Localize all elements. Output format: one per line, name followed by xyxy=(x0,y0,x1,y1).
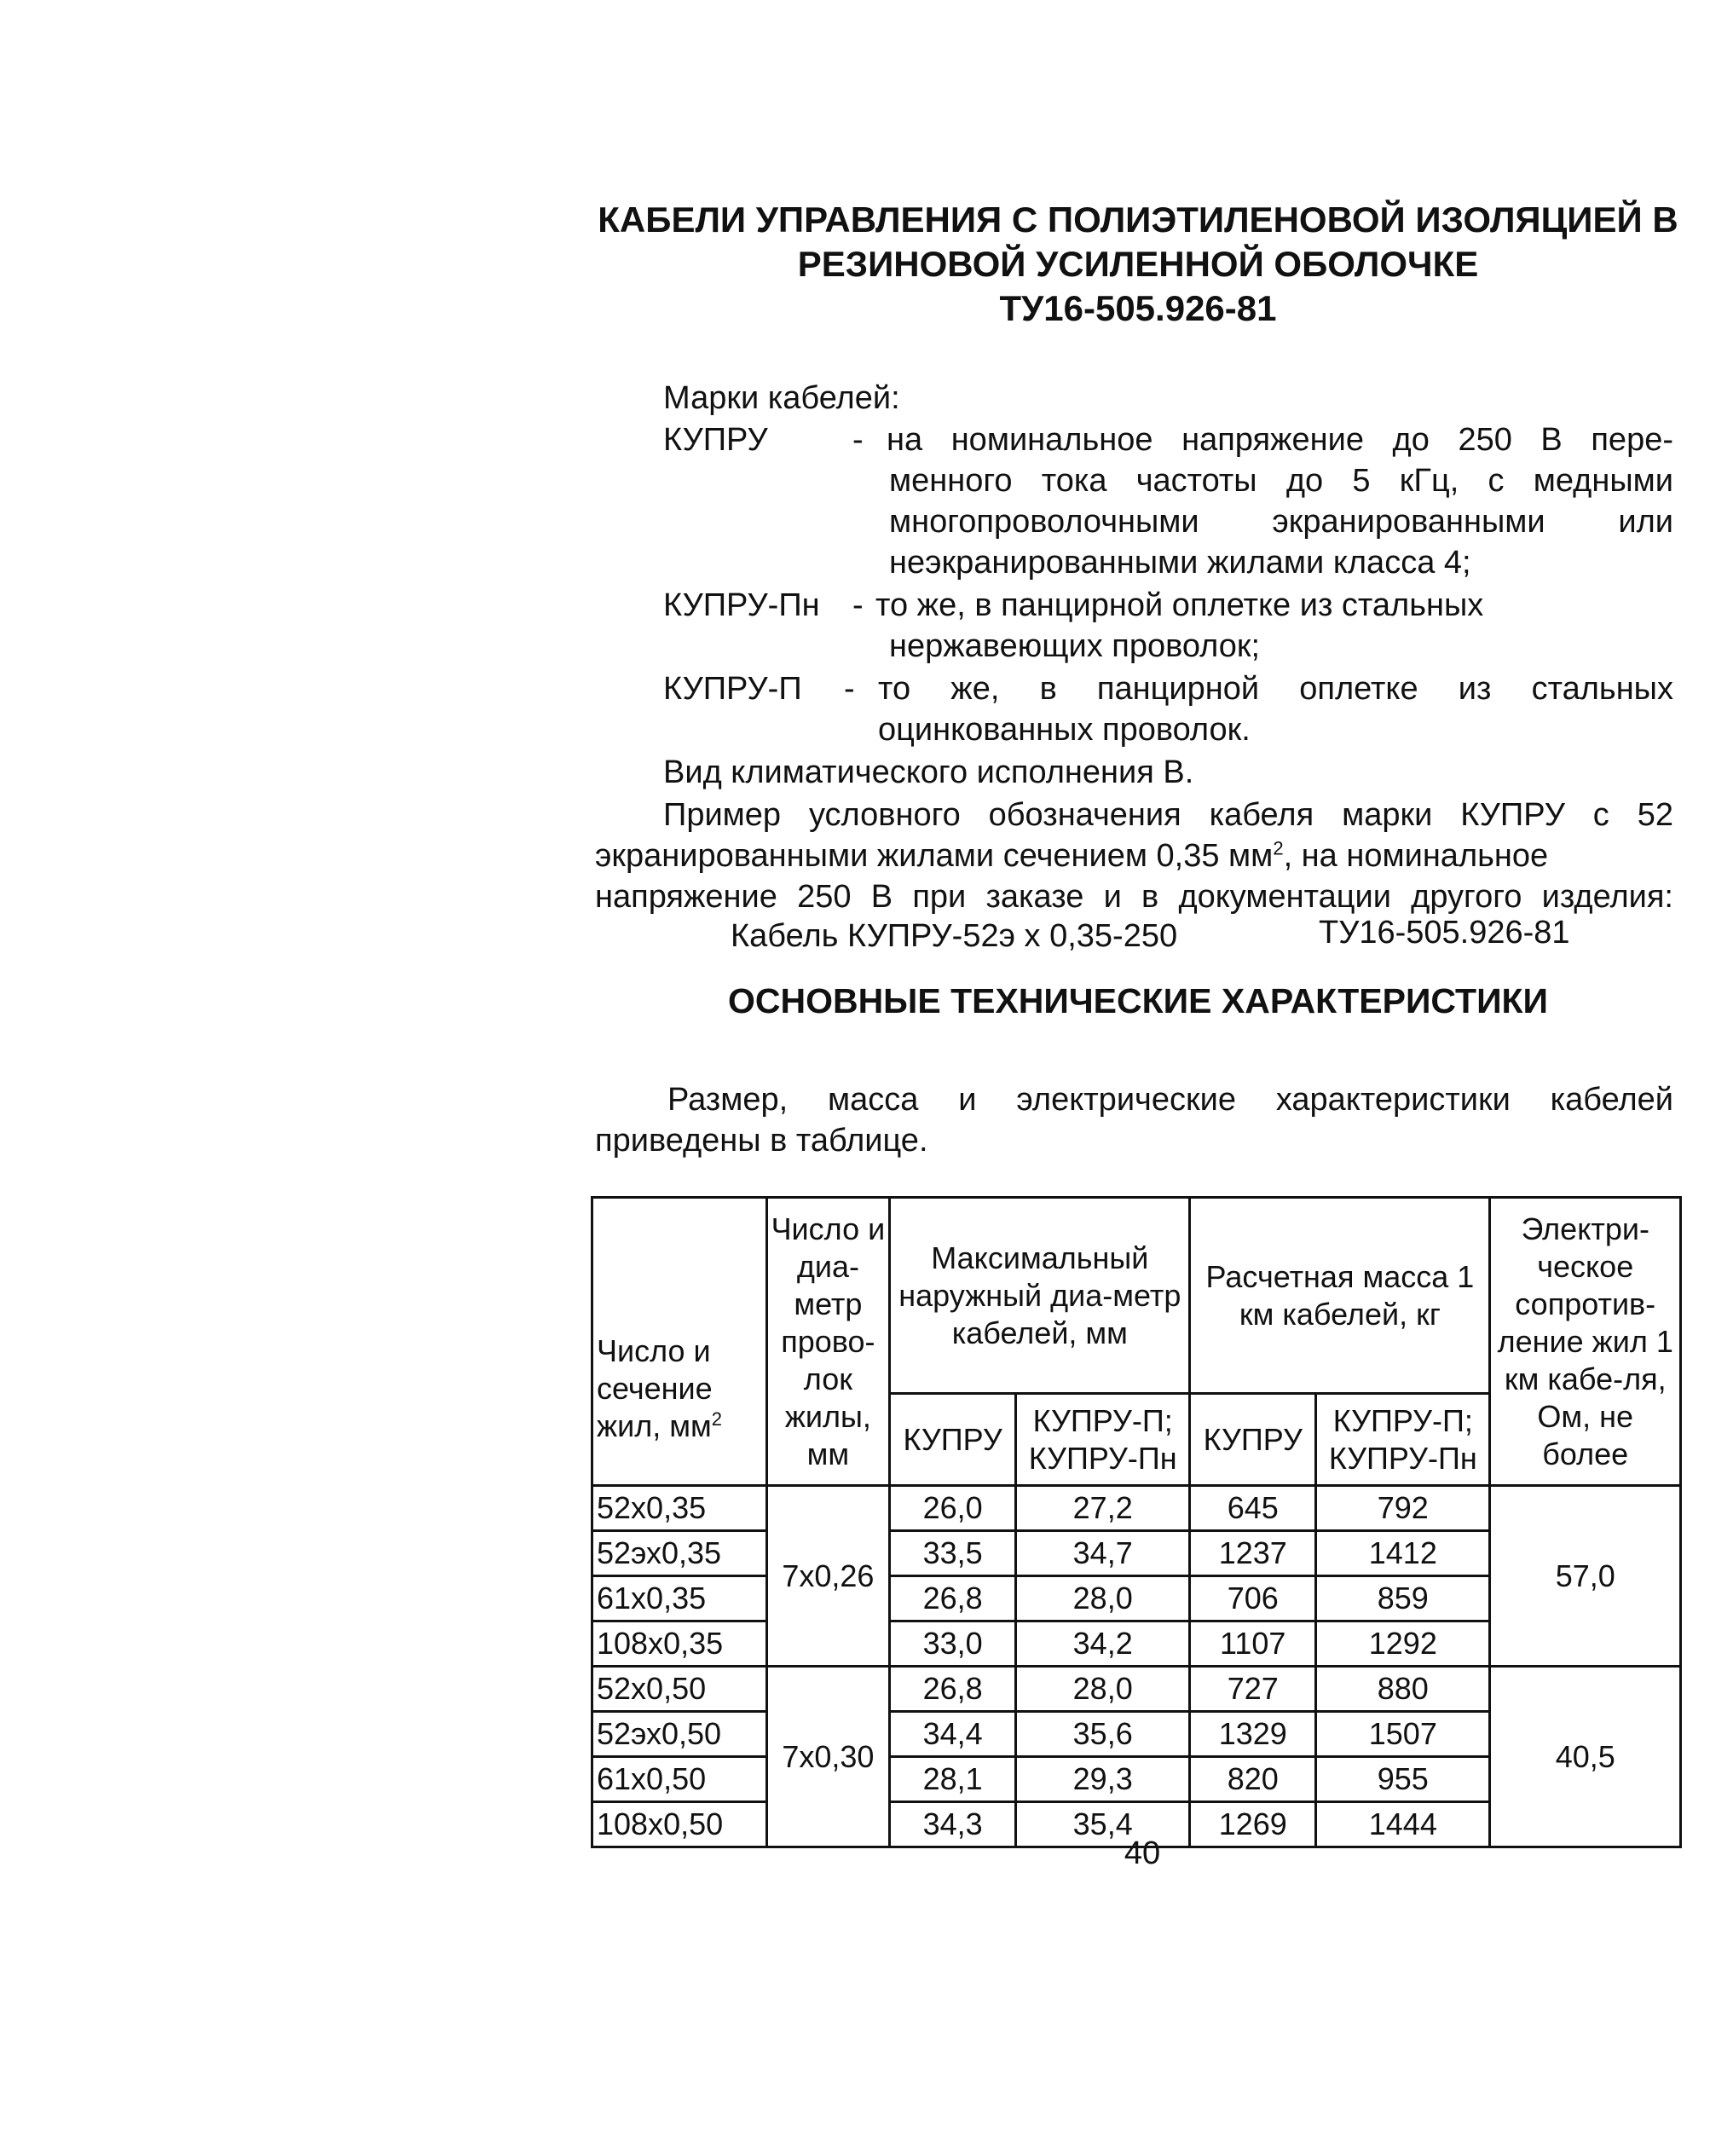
cell-diameter-kupru: 26,0 xyxy=(890,1486,1016,1531)
cell-section: 61х0,35 xyxy=(592,1576,767,1621)
header-diameter-group: Максимальный наружный диа-метр кабелей, мм xyxy=(890,1198,1190,1394)
cell-diameter-kupru-p: 35,6 xyxy=(1016,1712,1190,1757)
cell-mass-kupru: 1329 xyxy=(1190,1712,1316,1757)
header-mass-kupru-p: КУПРУ-П; КУПРУ-Пн xyxy=(1316,1394,1490,1486)
cell-diameter-kupru: 26,8 xyxy=(890,1576,1016,1621)
header-wire: Число и диа-метр прово-лок жилы, мм xyxy=(766,1198,890,1486)
cell-section: 108х0,35 xyxy=(592,1621,767,1667)
header-mass-group: Расчетная масса 1 км кабелей, кг xyxy=(1190,1198,1490,1394)
cell-mass-kupru: 1107 xyxy=(1190,1621,1316,1667)
header-section: Число и сечение жил, $мм^2$ xyxy=(592,1198,767,1486)
brand-desc-line: неэкранированными жилами класса 4; xyxy=(889,545,1471,581)
brand-dash: - xyxy=(852,587,864,623)
cell-mass-kupru: 727 xyxy=(1190,1667,1316,1712)
section-title: ОСНОВНЫЕ ТЕХНИЧЕСКИЕ ХАРАКТЕРИСТИКИ xyxy=(727,981,1549,1020)
title-line-3: ТУ16-505.926-81 xyxy=(999,288,1277,328)
cell-diameter-kupru-p: 35,4 xyxy=(1016,1802,1190,1847)
cell-diameter-kupru: 33,5 xyxy=(890,1531,1016,1576)
cell-mass-kupru-p: 1507 xyxy=(1316,1712,1490,1757)
cell-diameter-kupru: 28,1 xyxy=(890,1757,1016,1802)
cell-mass-kupru-p: 955 xyxy=(1316,1757,1490,1802)
header-diameter-kupru-p: КУПРУ-П; КУПРУ-Пн xyxy=(1016,1394,1190,1486)
cell-diameter-kupru-p: 28,0 xyxy=(1016,1576,1190,1621)
brands-heading: Марки кабелей: xyxy=(663,380,900,416)
cell-mass-kupru-p: 1412 xyxy=(1316,1531,1490,1576)
header-resistance: Электри-ческое сопротив-ление жил 1 км кабе-ля, Ом, не более xyxy=(1490,1198,1681,1486)
example-spec: ТУ16-505.926-81 xyxy=(1319,915,1570,951)
brand-desc-line: многопроволочными экранированными или xyxy=(889,504,1673,540)
cell-resistance: 57,0 xyxy=(1490,1486,1681,1667)
example-line-2 xyxy=(595,835,1673,876)
header-diameter-kupru: КУПРУ xyxy=(890,1394,1016,1486)
example-line-1: Пример условного обозначения кабеля марки КУПРУ с 52 xyxy=(663,797,1673,833)
brand-desc-line: то же, в панцирной оплетке из стальных xyxy=(878,671,1673,707)
cell-diameter-kupru: 34,4 xyxy=(890,1712,1016,1757)
example-designation: Кабель КУПРУ-52э х 0,35-250 xyxy=(731,918,1178,954)
brand-code-kupru: КУПРУ xyxy=(663,422,768,458)
cell-diameter-kupru: 26,8 xyxy=(890,1667,1016,1712)
brand-code-kupru-p: КУПРУ-П xyxy=(663,671,802,707)
cell-diameter-kupru: 33,0 xyxy=(890,1621,1016,1667)
cell-mass-kupru-p: 859 xyxy=(1316,1576,1490,1621)
cell-mass-kupru: 1237 xyxy=(1190,1531,1316,1576)
brand-desc-line: то же, в панцирной оплетке из стальных xyxy=(875,587,1484,623)
cell-diameter-kupru: 34,3 xyxy=(890,1802,1016,1847)
cell-mass-kupru: 645 xyxy=(1190,1486,1316,1531)
cell-section: 52х0,35 xyxy=(592,1486,767,1531)
cell-mass-kupru-p: 1444 xyxy=(1316,1802,1490,1847)
cell-section: 52эх0,50 xyxy=(592,1712,767,1757)
title-line-2: РЕЗИНОВОЙ УСИЛЕННОЙ ОБОЛОЧКЕ xyxy=(797,244,1479,284)
title-line-1: КАБЕЛИ УПРАВЛЕНИЯ С ПОЛИЭТИЛЕНОВОЙ ИЗОЛЯЦИЕЙ В xyxy=(598,199,1678,240)
cell-diameter-kupru-p: 34,2 xyxy=(1016,1621,1190,1667)
cell-mass-kupru-p: 792 xyxy=(1316,1486,1490,1531)
cell-mass-kupru: 1269 xyxy=(1190,1802,1316,1847)
brand-dash: - xyxy=(844,671,855,707)
cell-diameter-kupru-p: 29,3 xyxy=(1016,1757,1190,1802)
brand-desc-line: нержавеющих проволок; xyxy=(889,628,1261,664)
brand-code-kupru-pn: КУПРУ-Пн xyxy=(663,587,820,623)
table-intro-line-1: Размер, масса и электрические характеристики кабелей xyxy=(667,1082,1673,1118)
page-number: 40 xyxy=(1124,1835,1161,1871)
cell-wire: 7х0,26 xyxy=(766,1486,890,1667)
cell-diameter-kupru-p: 27,2 xyxy=(1016,1486,1190,1531)
cell-mass-kupru-p: 1292 xyxy=(1316,1621,1490,1667)
cell-section: 108х0,50 xyxy=(592,1802,767,1847)
brand-desc-line: на номинальное напряжение до 250 В пере- xyxy=(887,422,1673,458)
brand-desc-line: менного тока частоты до 5 кГц, с медными xyxy=(889,463,1673,499)
cell-mass-kupru: 820 xyxy=(1190,1757,1316,1802)
brand-dash: - xyxy=(852,422,864,458)
cell-section: 61х0,50 xyxy=(592,1757,767,1802)
cell-section: 52эх0,35 xyxy=(592,1531,767,1576)
cell-resistance: 40,5 xyxy=(1490,1667,1681,1847)
brand-desc-line: оцинкованных проволок. xyxy=(878,712,1251,748)
example-line-3: напряжение 250 В при заказе и в документации другого изделия: xyxy=(595,879,1673,915)
header-mass-kupru: КУПРУ xyxy=(1190,1394,1316,1486)
cell-mass-kupru: 706 xyxy=(1190,1576,1316,1621)
climate-text: Вид климатического исполнения В. xyxy=(663,754,1194,790)
cell-wire: 7х0,30 xyxy=(766,1667,890,1847)
table-intro-line-2: приведены в таблице. xyxy=(595,1123,928,1159)
example-line-2-part-a: экранированными жилами сечением 0,35 $мм^2$, на номинальное xyxy=(595,837,1549,874)
cell-diameter-kupru-p: 34,7 xyxy=(1016,1531,1190,1576)
cell-section: 52х0,50 xyxy=(592,1667,767,1712)
specs-table xyxy=(591,1196,1682,1848)
document-title xyxy=(588,198,1688,331)
table-row xyxy=(592,1667,1681,1712)
cell-mass-kupru-p: 880 xyxy=(1316,1667,1490,1712)
table-row xyxy=(592,1486,1681,1531)
cell-diameter-kupru-p: 28,0 xyxy=(1016,1667,1190,1712)
